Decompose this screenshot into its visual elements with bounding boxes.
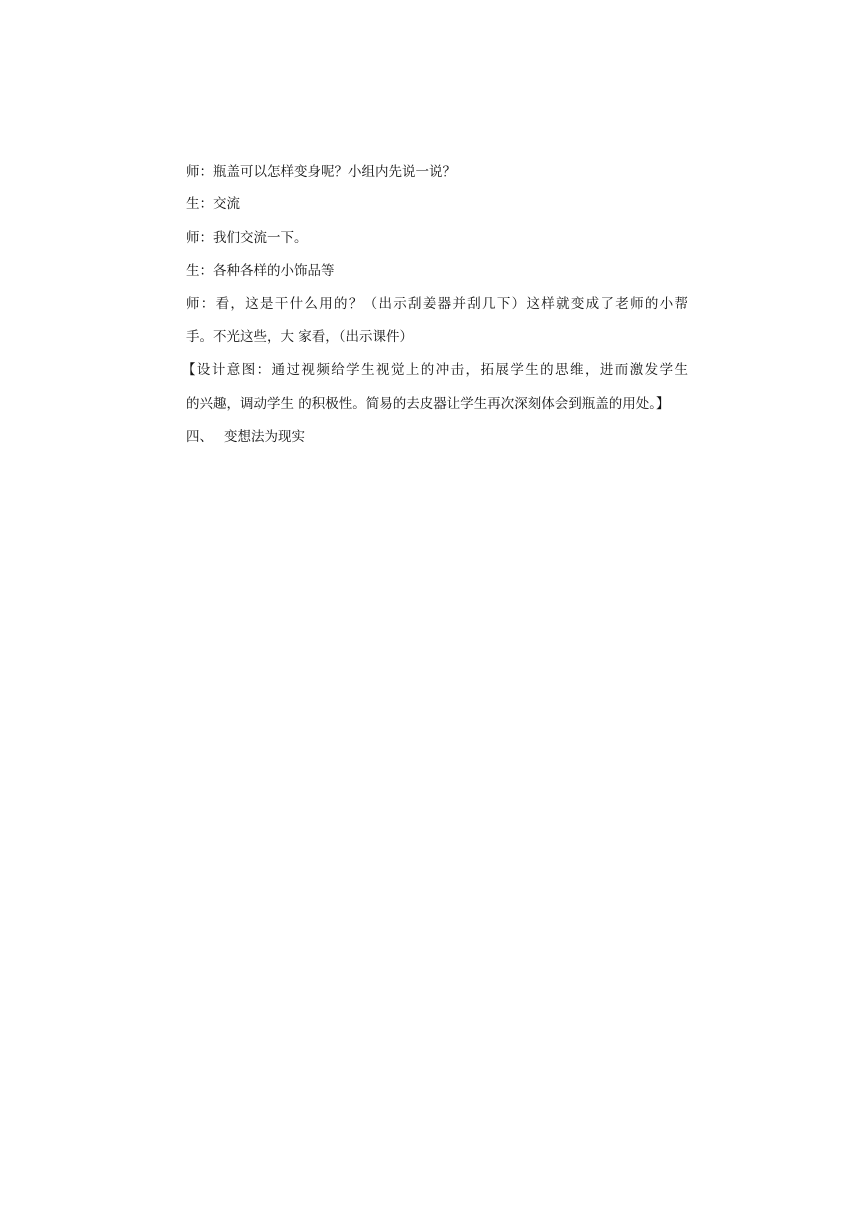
dialogue-line-teacher-2: 师：我们交流一下。 [186,230,308,246]
dialogue-line-teacher-3-continued: 手。不光这些，大 家看，（出示课件） [186,329,414,345]
design-intent-note-continued: 的兴趣，调动学生 的积极性。简易的去皮器让学生再次深刻体会到瓶盖的用处。】 [186,396,670,412]
section-heading [186,429,305,445]
section-title: 变想法为现实 [224,429,305,445]
dialogue-line-student-1: 生：交流 [186,196,240,212]
dialogue-line-student-2: 生：各种各样的小饰品等 [186,263,335,279]
dialogue-line-teacher-1: 师：瓶盖可以怎样变身呢？小组内先说一说？ [186,164,456,180]
dialogue-line-teacher-3: 师：看，这是干什么用的？（出示刮姜器并刮几下）这样就变成了老师的小帮 [186,296,688,312]
design-intent-note: 【设计意图：通过视频给学生视觉上的冲击，拓展学生的思维，进而激发学生 [182,362,688,378]
section-number: 四、 [186,429,213,445]
